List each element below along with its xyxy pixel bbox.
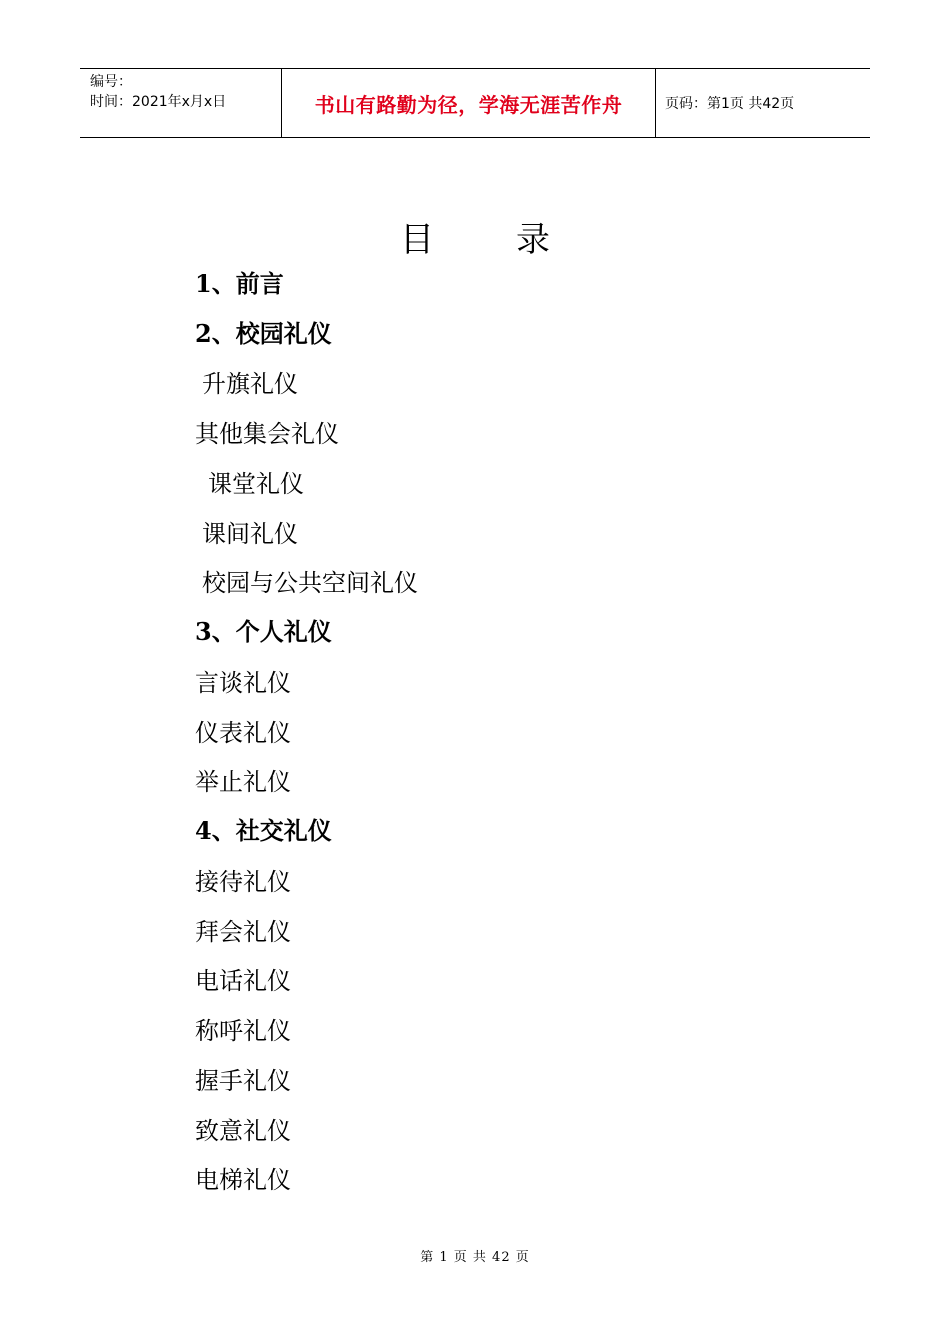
toc-item[interactable]: 称呼礼仪 bbox=[195, 1017, 291, 1045]
toc-item[interactable]: 2、校园礼仪 bbox=[195, 319, 332, 348]
title-char-1: 目 bbox=[400, 220, 434, 260]
toc-item[interactable]: 接待礼仪 bbox=[195, 868, 291, 896]
toc-item[interactable]: 言谈礼仪 bbox=[195, 669, 291, 697]
toc-item[interactable]: 其他集会礼仪 bbox=[195, 420, 339, 448]
toc-item[interactable]: 电话礼仪 bbox=[195, 967, 291, 995]
toc-item[interactable]: 仪表礼仪 bbox=[195, 719, 291, 747]
header-page-info: 页码：第1页 共42页 bbox=[665, 96, 795, 112]
toc-item[interactable]: 升旗礼仪 bbox=[202, 370, 298, 398]
toc-item[interactable]: 举止礼仪 bbox=[195, 768, 291, 796]
toc-item[interactable]: 拜会礼仪 bbox=[195, 918, 291, 946]
title-char-2: 录 bbox=[516, 220, 550, 260]
toc-item[interactable]: 4、社交礼仪 bbox=[195, 816, 332, 845]
toc-item[interactable]: 3、个人礼仪 bbox=[195, 617, 332, 646]
toc-item[interactable]: 校园与公共空间礼仪 bbox=[202, 569, 418, 597]
toc-item[interactable]: 1、前言 bbox=[195, 269, 284, 298]
toc-item[interactable]: 握手礼仪 bbox=[195, 1067, 291, 1095]
toc-item[interactable]: 致意礼仪 bbox=[195, 1117, 291, 1145]
toc-item[interactable]: 电梯礼仪 bbox=[195, 1166, 291, 1194]
header-time-label: 时间：2021年x月x日 bbox=[90, 94, 227, 110]
toc-item[interactable]: 课间礼仪 bbox=[202, 520, 298, 548]
toc-item[interactable]: 课堂礼仪 bbox=[208, 470, 304, 498]
header-motto: 书山有路勤为径，学海无涯苦作舟 bbox=[314, 92, 623, 117]
page-footer: 第 1 页 共 42 页 bbox=[420, 1250, 530, 1265]
header-number-label: 编号： bbox=[90, 74, 132, 90]
